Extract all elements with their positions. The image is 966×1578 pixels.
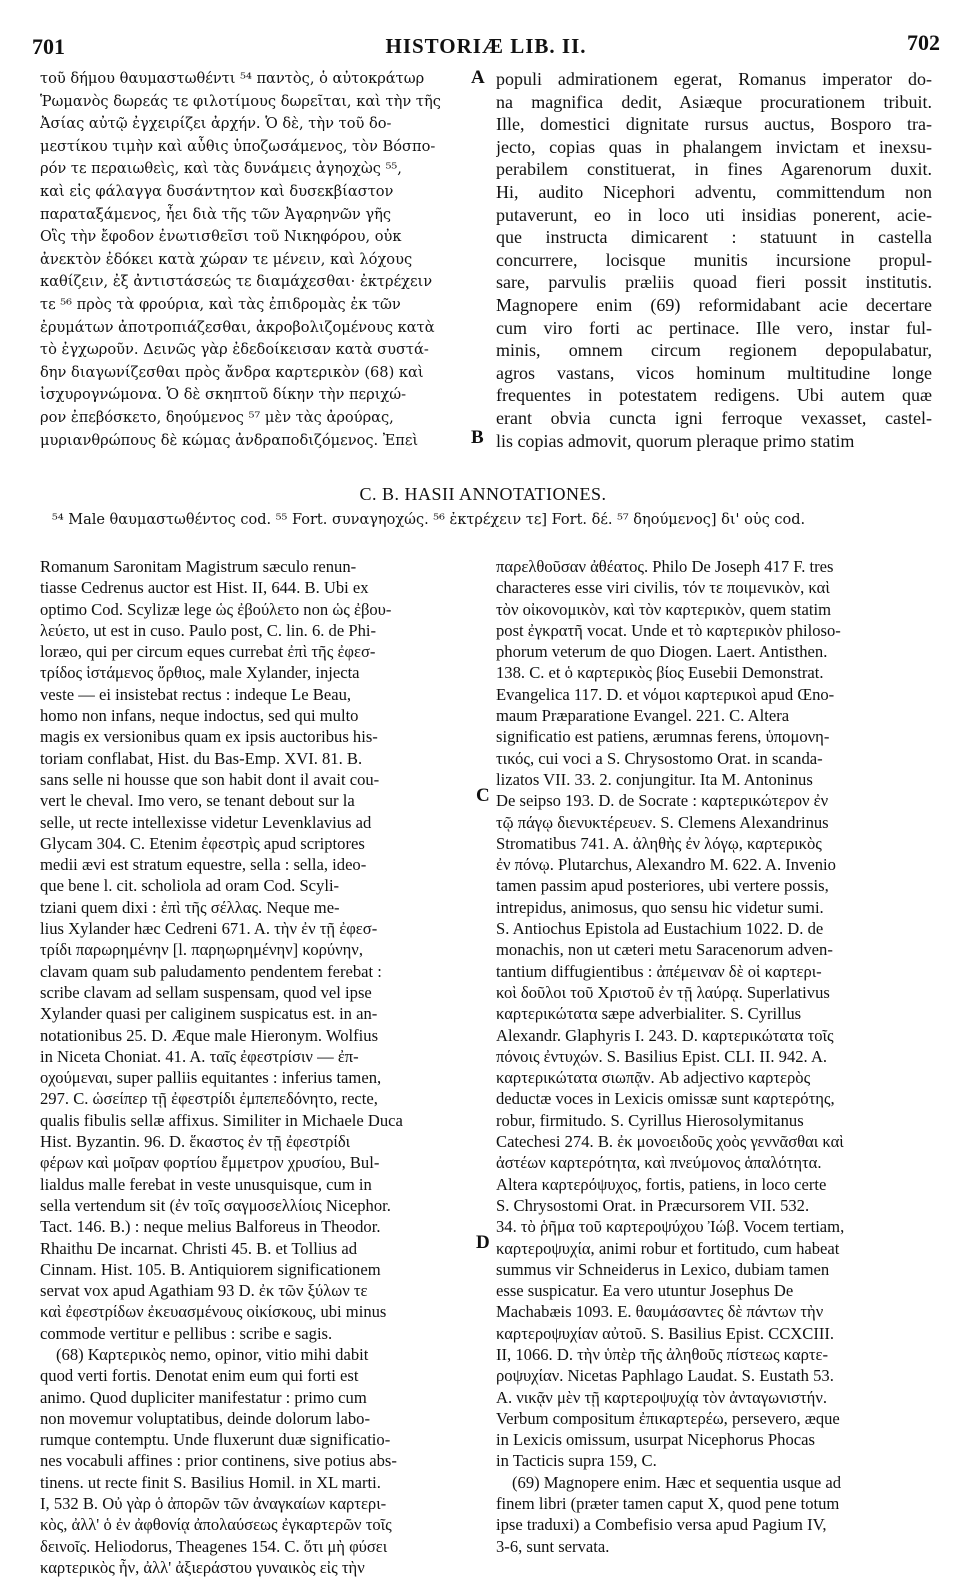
annotation-line: non movemur voluptatibus, deinde dolorum labo- bbox=[40, 1408, 370, 1428]
annotation-line: φέρων καὶ μοῖραν φορτίου ἔμμετρον χρυσίου, Bul- bbox=[40, 1153, 380, 1173]
annotation-line: Verbum compositum ἐπικαρτερέω, persevero, æque bbox=[496, 1408, 840, 1428]
latin-text-line: agros vastans, vicos hominum multitudine longe bbox=[496, 362, 932, 383]
annotation-line: Xylander quasi per caliginem suspicatus est. in an- bbox=[40, 1004, 378, 1024]
greek-text-line: μεστίκου τιμὴν καὶ αὖθις ὑποζωσάμενος, τὸν Βόσπο- bbox=[40, 137, 436, 155]
annotation-line: nes vocabuli affines : prior continens, sive potius abs- bbox=[40, 1451, 397, 1471]
greek-text-line: τε ⁵⁶ πρὸς τὰ φρούρια, καὶ τὰς ἐπιδρομὰς ἐκ τῶν bbox=[40, 295, 401, 313]
annotation-line: καρτεροψυχίαν αὐτοῦ. S. Basilius Epist. CCXCIII. bbox=[496, 1323, 835, 1343]
annotation-line: quod verti fortis. Denotat enim eum qui forti est bbox=[40, 1366, 359, 1386]
annotation-line: vert le cheval. Imo vero, se tenant debout sur la bbox=[40, 791, 355, 811]
annotation-line: Evangelica 117. D. et νόμοι καρτερικοὶ apud Œno- bbox=[496, 684, 835, 704]
annotation-line: λεύετο, ut est in cuso. Paulo post, C. lin. 6. de Phi- bbox=[40, 620, 377, 640]
greek-text-column bbox=[40, 68, 484, 452]
latin-text-line: Magnopere enim (69) reformidabant acie decertare bbox=[496, 294, 932, 315]
annotation-line: tiasse Cedrenus auctor est Hist. II, 644. B. Ubi ex bbox=[40, 578, 369, 598]
annotation-line: robur, firmitudo. S. Cyrillus Hierosolymitanus bbox=[496, 1110, 804, 1130]
annotation-line: Hist. Byzantin. 96. D. ἕκαστος ἐν τῇ ἐφεστρίδι bbox=[40, 1132, 351, 1152]
greek-text-line: ἐρυμάτων ἀποτροπιάζεσθαι, ἀκροβολιζομένους κατὰ bbox=[40, 318, 435, 336]
annotation-line: Catechesi 274. B. ἐκ μονοειδοῦς χοὸς γεννᾶσθαι καὶ bbox=[496, 1132, 844, 1152]
annotation-line: καρτεροψυχία, animi robur et fortitudo, cum habeat bbox=[496, 1238, 840, 1258]
annotations-right-column bbox=[496, 556, 932, 1557]
annotation-line: (69) Magnopere enim. Hæc et sequentia usque ad bbox=[512, 1472, 842, 1492]
annotation-line: monachis, non ut cæteri metu Saracenorum adven- bbox=[496, 940, 833, 960]
annotation-line: καὶ ἐφεστρίδων ἐκευασμένους οἰκίσκους, ubi minus bbox=[40, 1302, 387, 1322]
annotation-line: rumque contemptu. Unde fluxerunt duæ significatio- bbox=[40, 1430, 391, 1450]
annotation-line: Glycam 304. C. Etenim ἐφεστρὶς apud scriptores bbox=[40, 833, 365, 853]
annotation-line: deductæ voces in Lexicis omissæ sunt καρτερότης, bbox=[496, 1089, 835, 1109]
annotation-line: ἀστέων καρτερότητα, καὶ πνεύμονος ἁπαλότητα. bbox=[496, 1153, 822, 1173]
annotation-line: Altera καρτερόψυχος, fortis, patiens, in loco certe bbox=[496, 1174, 827, 1194]
annotation-line: finem libri (præter tamen caput X, quod pene totum bbox=[496, 1494, 840, 1514]
annotation-line: summus vir Schneiderus in Lexico, dubiam tamen bbox=[496, 1259, 830, 1279]
greek-text-line: μυριανθρώπους δὲ κώμας ἀνδραποδιζόμενος. Ἐπεὶ bbox=[40, 431, 419, 449]
annotation-line: 3-6, sunt servata. bbox=[496, 1536, 610, 1556]
latin-text-line: Hi, audito Nicephori adventu, committendum non bbox=[496, 181, 932, 202]
annotation-line: ροψυχίαν. Nicetas Paphlago Laudat. S. Eustath 53. bbox=[496, 1366, 834, 1386]
annotation-line: que bene l. cit. scholiola ad oram Cod. Scyli- bbox=[40, 876, 340, 896]
main-text bbox=[40, 68, 930, 488]
annotations-left-column bbox=[40, 556, 476, 1578]
annotation-line: tantium diffugientibus : ἀπέμειναν δὲ οἱ καρτερι- bbox=[496, 961, 822, 981]
annotation-line: phorum veterum de quo Diogen. Laert. Antisthen. bbox=[496, 642, 828, 662]
annotation-line: toriam conflabat, Hist. du Bas-Emp. XVI. 81. B. bbox=[40, 748, 363, 768]
annotation-line: lizatos VII. 33. 2. conjungitur. Ita M. Antoninus bbox=[496, 769, 813, 789]
annotation-line: servat vox apud Agathiam 93 D. ἐκ τῶν ξύλων τε bbox=[40, 1281, 368, 1301]
annotation-line: maum Præparatione Evangel. 221. C. Altera bbox=[496, 706, 790, 726]
annotation-line: commode vertitur e pellibus : scribe e sagis. bbox=[40, 1323, 333, 1343]
greek-text-line: ἀνεκτὸν ἐδόκει κατὰ χώραν τε μένειν, καὶ λόχους bbox=[40, 250, 413, 268]
annotation-line: loræo, qui per circum eques currebat ἐπὶ τῆς ἐφεσ- bbox=[40, 642, 376, 662]
annotation-line: homo non infans, neque indoctus, sed qui multo bbox=[40, 706, 359, 726]
annotations-body bbox=[40, 556, 930, 1577]
latin-text-line: minis, omnem circum regionem depopulabatur, bbox=[496, 340, 932, 361]
annotation-line: 297. C. ὡσείπερ τῇ ἐφεστρίδι ἐμπεπεδόνητο, recte, bbox=[40, 1089, 378, 1109]
greek-text-line: Ἀσίας αὐτῷ ἐγχειρίζει ἀρχήν. Ὁ δὲ, τὴν τοῦ δο- bbox=[40, 115, 392, 133]
page-header bbox=[32, 30, 940, 66]
annotation-line: S. Chrysostomi Orat. in Præcursorem VII. 532. bbox=[496, 1195, 810, 1215]
annotation-line: οχούμεναι, super palliis equitantes : inferius tamen, bbox=[40, 1068, 382, 1088]
annotation-line: esse suspicatur. Ea vero utuntur Josephus De bbox=[496, 1281, 794, 1301]
latin-text-line: cum viro forti ac pertinace. Ille vero, instar ful- bbox=[496, 317, 932, 338]
annotation-line: De seipso 193. D. de Socrate : καρτερικώτερον ἐν bbox=[496, 791, 829, 811]
latin-text-line: populi admirationem egerat, Romanus imperator do- bbox=[496, 69, 932, 89]
annotation-line: characteres esse viri civilis, τόν τε ποιμενικὸν, καὶ bbox=[496, 578, 830, 598]
latin-text-line: na magnifica dedit, Asiæque procurationem tribuit. bbox=[496, 91, 932, 112]
greek-text-line: καὶ εἰς φάλαγγα δυσάντητον καὶ δυσεκβίαστον bbox=[40, 182, 394, 200]
annotation-line: lius Xylander hæc Cedreni 671. A. τὴν ἐν τῇ ἐφεσ- bbox=[40, 919, 378, 939]
annotation-line: Stromatibus 741. A. ἀληθὴς ἐν λόγῳ, καρτερικὸς bbox=[496, 833, 822, 853]
critical-notes: ⁵⁴ Male θαυμαστωθέντος cod. ⁵⁵ Fort. συναγηοχώς. ⁵⁶ ἐκτρέχειν τε] Fort. δέ. ⁵⁷ δηούμενος] δι' οὗς cod. bbox=[52, 512, 806, 528]
annotation-line: S. Antiochus Epistola ad Eustachium 1022. D. de bbox=[496, 919, 824, 939]
annotation-line: optimo Cod. Scylizæ lege ὡς ἐβούλετο non ὡς ἐβου- bbox=[40, 599, 392, 619]
greek-text-line: τοῦ δήμου θαυμαστωθέντι ⁵⁴ παντὸς, ὁ αὐτοκράτωρ bbox=[40, 70, 425, 87]
annotation-line: medii ævi est stratum equestre, sella : sella, ideo- bbox=[40, 855, 367, 875]
annotation-line: Cinnam. Hist. 105. B. Antiquiorem significationem bbox=[40, 1259, 381, 1279]
latin-translation-column bbox=[496, 68, 932, 452]
annotation-line: notationibus 25. D. Æque male Hieronym. Wolfius bbox=[40, 1025, 379, 1045]
running-title: HISTORIÆ LIB. II. bbox=[385, 34, 587, 58]
annotation-line: veste — ei insistebat rectus : indeque Le Beau, bbox=[40, 684, 352, 704]
latin-text-line: erant obvia cuncta igni ferroque vexasset, castel- bbox=[496, 407, 932, 428]
annotation-line: πόνοις ἐντυχών. S. Basilius Epist. CLI. II. 942. A. bbox=[496, 1046, 828, 1066]
annotation-line: Romanum Saronitam Magistrum sæculo renun- bbox=[40, 557, 357, 576]
latin-text-line: sare, parvulis præliis quoad fieri possit institutis. bbox=[496, 272, 932, 293]
latin-text-line: frequentes in potestatem redigens. Ubi autem quæ bbox=[496, 385, 932, 406]
annotation-line: II, 1066. D. τὴν ὑπὲρ τῆς ἀληθοῦς πίστεως καρτε- bbox=[496, 1344, 829, 1364]
annotation-line: δεινοῖς. Heliodorus, Theagenes 154. C. ὅτι μὴ φύσει bbox=[40, 1536, 388, 1556]
latin-text-line: jecto, copias quas in phalangem invictam et inexsu- bbox=[496, 136, 932, 157]
latin-text-line: lis copias admovit, quorum pleraque primo statim bbox=[496, 430, 855, 451]
annotation-line: καρτερικώτατα σιωπᾷν. Ab adjectivo καρτερὸς bbox=[496, 1068, 811, 1088]
latin-text-line: que instructa dimicarent : statuunt in castella bbox=[496, 227, 932, 248]
annotation-line: A. νικᾷν μὲν τῇ καρτεροψυχίᾳ τὸν ἀνταγωνιστήν. bbox=[496, 1387, 827, 1407]
page-number-left: 701 bbox=[32, 34, 65, 59]
greek-text-line: παραταξάμενος, ἧει διὰ τῆς τῶν Ἀγαρηνῶν γῆς bbox=[40, 205, 391, 223]
annotation-line: post ἐγκρατῆ vocat. Unde et τὸ καρτερικὸν philoso- bbox=[496, 620, 841, 640]
greek-text-line: δην διαγωνίζεσθαι πρὸς ἄνδρα καρτερικὸν (68) καὶ bbox=[40, 363, 424, 381]
annotation-line: κὸς, ἀλλ' ὁ ἐν ἀφθονίᾳ ἀπολαύσεως ἐγκαρτερῶν τοῖς bbox=[40, 1515, 392, 1535]
annotation-line: (68) Καρτερικὸς nemo, opinor, vitio mihi dabit bbox=[56, 1344, 369, 1364]
annotation-line: τρίδος ἱστάμενος ὄρθιος, male Xylander, injecta bbox=[40, 663, 360, 683]
annotation-line: Alexandr. Glaphyris I. 243. D. καρτερικώτατα τοῖς bbox=[496, 1025, 834, 1045]
latin-text-line: perabilem constituerat, in fines Agarenorum duxit. bbox=[496, 159, 932, 180]
greek-text-line: τὸ ἐγχωροῦν. Δεινῶς γὰρ ἐδεδοίκεισαν κατὰ συστά- bbox=[40, 341, 429, 359]
annotations-title: C. B. HASII ANNOTATIONES. bbox=[359, 484, 607, 504]
greek-text-line: ρον ἐπεβόσκετο, δηούμενος ⁵⁷ μὲν τὰς ἀρούρας, bbox=[40, 408, 394, 426]
annotation-line: in Niceta Choniat. 41. A. ταῖς ἐφεστρίσιν — ἐπ- bbox=[40, 1046, 359, 1066]
annotation-line: qualis fibulis sellæ affixus. Similiter in Michaele Duca bbox=[40, 1110, 403, 1130]
margin-marker-d: D bbox=[476, 1232, 490, 1253]
annotation-line: 34. τὸ ῥῆμα τοῦ καρτεροψύχου Ἰώβ. Vocem tertiam, bbox=[496, 1217, 845, 1237]
annotation-line: καρτερικώτατα sæpe adverbialiter. S. Cyrillus bbox=[496, 1004, 802, 1024]
page-number-right: 702 bbox=[907, 30, 940, 55]
annotation-line: in Tacticis supra 159, C. bbox=[496, 1451, 657, 1471]
greek-text-line: καθίζειν, ἐξ ἀντιστάσεώς τε διαμάχεσθαι· ἐκτρέχειν bbox=[40, 273, 433, 291]
annotation-line: intrepidus, animosus, quo sensu hic videtur sumi. bbox=[496, 897, 824, 917]
greek-text-line: ἰσχυρογνώμονα. Ὁ δὲ σκηπτοῦ δίκην τὴν περιχώ- bbox=[40, 386, 407, 404]
annotation-line: Machabæis 1093. E. θαυμάσαντες δὲ πάντων τὴν bbox=[496, 1302, 824, 1322]
annotation-line: Rhaithu De incarnat. Christi 45. B. et Tollius ad bbox=[40, 1238, 357, 1258]
latin-text-line: Ille, domestici dignitate rursus auctus, Bosporo tra- bbox=[496, 114, 932, 135]
margin-marker-c: C bbox=[476, 785, 490, 806]
annotation-line: 138. C. et ὁ καρτερικὸς βίος Eusebii Demonstrat. bbox=[496, 663, 824, 683]
latin-text-line: concurrere, locisque munitis incursione propul- bbox=[496, 249, 932, 270]
annotation-line: lialdus malle ferebat in veste unusquisque, cum in bbox=[40, 1174, 372, 1194]
annotation-line: scribe clavam ad sellam suspensam, quod vel ipse bbox=[40, 982, 372, 1002]
annotation-line: καρτερικὸς ἦν, ἀλλ' ἀξιεράστου γυναικὸς εἰς τὴν bbox=[40, 1557, 365, 1577]
annotation-line: κοὶ δοῦλοι τοῦ Χριστοῦ ἐν τῇ λαύρᾳ. Superlativus bbox=[496, 982, 830, 1002]
annotation-line: τῷ πάγῳ διενυκτέρευεν. S. Clemens Alexandrinus bbox=[496, 812, 829, 832]
annotation-line: magis ex versionibus quam ex ipsis auctoribus his- bbox=[40, 727, 378, 747]
greek-text-line: ρόν τε περαιωθεὶς, καὶ τὰς δυνάμεις ἀγηοχὼς ⁵⁵, bbox=[40, 160, 402, 178]
annotation-line: τὸν οἰκονομικὸν, καὶ τὸν καρτερικὸν, quem statim bbox=[496, 599, 832, 619]
annotation-line: in Lexicis omissum, usurpat Nicephorus Phocas bbox=[496, 1430, 815, 1450]
annotation-line: παρελθοῦσαν ἀθέατος. Philo De Joseph 417 F. tres bbox=[496, 557, 834, 576]
margin-marker-a: A bbox=[471, 67, 485, 88]
annotation-line: Tact. 146. B.) : neque melius Balforeus in Theodor. bbox=[40, 1217, 381, 1237]
latin-text-line: putaverunt, eo in loco uti insidias ponerent, acie- bbox=[496, 204, 932, 225]
annotation-line: tziani quem dixi : ἐπὶ τῆς σέλλας. Neque me- bbox=[40, 897, 340, 917]
margin-marker-b: B bbox=[471, 427, 484, 448]
annotation-line: τρίδι παρωρημένην [l. παρηωρημένην] κορύνην, bbox=[40, 940, 363, 960]
annotation-line: sans selle ni housse que son habit dont il avait cou- bbox=[40, 769, 380, 789]
annotation-line: selle, ut recte intellexisse videtur Levenklavius ad bbox=[40, 812, 372, 832]
annotation-line: clavam quam sub paludamento pendentem ferebat : bbox=[40, 961, 382, 981]
annotation-line: sella vertendum sit (ἐν τοῖς σαγμοσελλίοις Nicephor. bbox=[40, 1195, 391, 1215]
greek-text-line: Οἳς τὴν ἔφοδον ἐνωτισθεῖσι τοῦ Νικηφόρου, οὐκ bbox=[40, 228, 402, 246]
annotation-line: tamen passim apud posteriores, ubi vertere possis, bbox=[496, 876, 829, 896]
annotation-line: ἐν πόνῳ. Plutarchus, Alexandro M. 622. A. Invenio bbox=[496, 855, 836, 875]
greek-text-line: Ῥωμανὸς δωρεάς τε φιλοτίμους δωρεῖται, καὶ τὴν τῆς bbox=[40, 92, 441, 110]
annotation-line: tinens. ut recte finit S. Basilius Homil. in XL marti. bbox=[40, 1472, 381, 1492]
annotation-line: τικός, cui voci a S. Chrysostomo Orat. in scanda- bbox=[496, 748, 823, 768]
annotation-line: I, 532 B. Οὐ γὰρ ὁ ἀπορῶν τῶν ἀναγκαίων καρτερι- bbox=[40, 1494, 387, 1514]
annotation-line: animo. Quod dupliciter manifestatur : primo cum bbox=[40, 1387, 367, 1407]
annotation-line: significatio est patiens, ærumnas ferens, ὑπομονη- bbox=[496, 727, 830, 747]
annotation-line: ipse traduxi) a Combefisio versa apud Pagium IV, bbox=[496, 1515, 827, 1535]
